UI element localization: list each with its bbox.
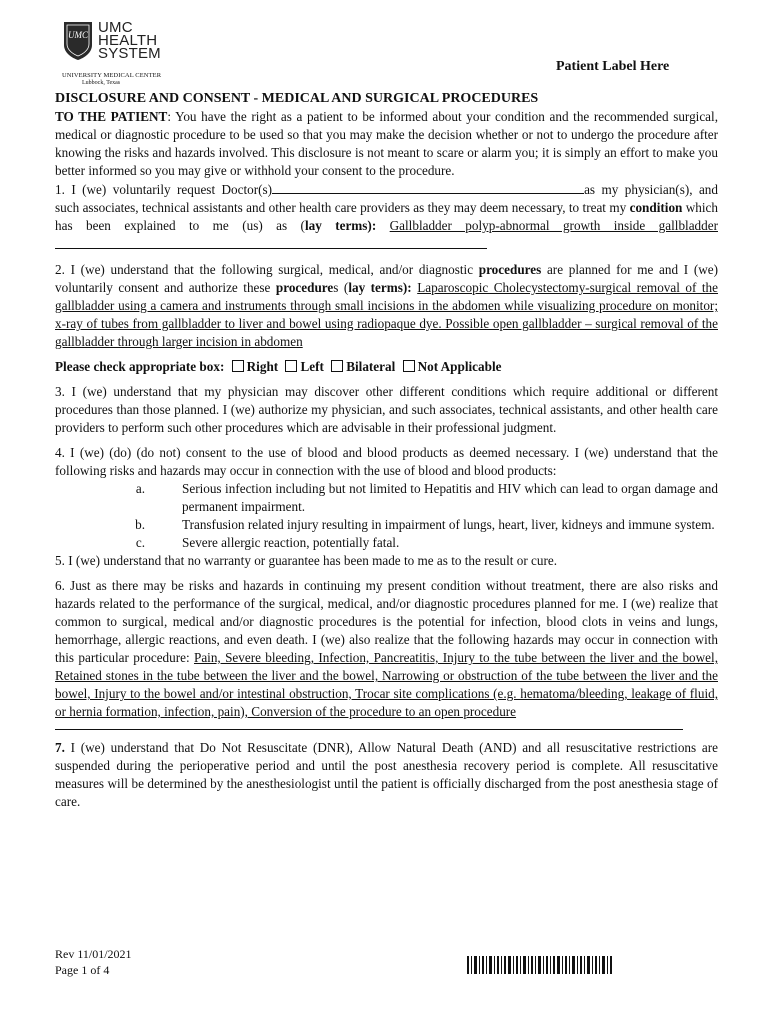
section-4: 4. I (we) (do) (do not) consent to the use of blood and blood products as deemed necessary. I (we) understand that the following risks and hazards may occur in connection with the use of blood and blood products: bbox=[55, 445, 718, 478]
page-number: Page 1 of 4 bbox=[55, 963, 110, 977]
logo-subtitle: UNIVERSITY MEDICAL CENTER bbox=[62, 72, 162, 79]
procedure-value[interactable]: Laparoscopic Cholecystectomy-surgical removal of the gallbladder using a camera and instruments through small incisions in the abdomen while visualizing procedure on monitor; x-ray of tubes from gallbladder to liver and bowel using radiopaque dye. Possible open gallbladder – surgical removal of the gallbladder through larger incision in abdomen bbox=[55, 280, 719, 349]
condition-value[interactable]: Gallbladder polyp-abnormal growth inside gallbladder bbox=[389, 218, 718, 233]
lay-terms-keyword: lay terms): bbox=[304, 218, 377, 233]
doctor-name-field[interactable] bbox=[272, 180, 584, 194]
list-item bbox=[55, 534, 718, 552]
page-footer bbox=[55, 946, 132, 978]
list-item bbox=[55, 480, 718, 516]
checkbox-right[interactable] bbox=[232, 360, 244, 372]
svg-text:UMC: UMC bbox=[68, 30, 88, 40]
list-item-label: c. bbox=[135, 535, 145, 550]
umc-shield-icon bbox=[60, 19, 96, 61]
section-1 bbox=[55, 180, 718, 254]
document-title: DISCLOSURE AND CONSENT - MEDICAL AND SURGICAL PROCEDURES bbox=[55, 91, 539, 106]
list-item-text: Severe allergic reaction, potentially fatal. bbox=[182, 535, 400, 550]
section-3: 3. I (we) understand that my physician may discover other different conditions which require additional or different procedures than those planned. I (we) authorize my physician, and such associates, technical assistants, and other health care providers to perform such other procedures which are advisable in their professional judgment. bbox=[55, 384, 718, 435]
section-1-lead: 1. I (we) voluntarily request Doctor(s) bbox=[55, 182, 273, 197]
section-1-text-2: which has been explained to me (us) as ( bbox=[55, 200, 718, 233]
hazards-value[interactable]: Pain, Severe bleeding, Infection, Pancreatitis, Injury to the tube between the liver and the bowel, Retained stones in the tube between the liver and the bowel, Narrowing or obstruction of the tube between the liver and the bowel, Injury to the bowel and/or intestinal obstruction, Trocar site complications (e.g. hematoma/bleeding, leakage of fluid, or hernia formation, infection, pain), Conversion of the procedure to an open procedure bbox=[55, 650, 718, 719]
section-2-lead: 2. I (we) understand that the following surgical, medical, and/or diagnostic bbox=[55, 262, 479, 277]
revision-date: Rev 11/01/2021 bbox=[55, 947, 132, 961]
section-7 bbox=[55, 739, 718, 811]
logo-name: UMC HEALTH SYSTEM bbox=[98, 19, 161, 62]
section-2 bbox=[55, 261, 718, 351]
patient-label-area: Patient Label Here bbox=[556, 59, 670, 74]
lay-terms-keyword-2: lay terms): bbox=[348, 280, 412, 295]
umc-logo bbox=[60, 19, 180, 89]
section-2-text: are planned for me and I (we) voluntarily consent and authorize these bbox=[55, 262, 718, 295]
intro-text: : You have the right as a patient to be informed about your condition and the recommended surgical, medical or diagnostic procedure to be used so that you may make the decision whether or not to undergo the procedure after knowing the risks and hazards involved. This disclosure is not meant to scare or alarm you; it is simply an effort to make you better informed so you may give or withhold your consent to the procedure. bbox=[55, 109, 718, 178]
intro-lead: TO THE PATIENT bbox=[55, 109, 168, 124]
list-item bbox=[55, 516, 718, 534]
list-item-text: Transfusion related injury resulting in impairment of lungs, heart, liver, kidneys and immune system. bbox=[182, 517, 715, 532]
list-item-label: b. bbox=[135, 517, 145, 532]
list-item-text: Serious infection including but not limited to Hepatitis and HIV which can lead to organ damage and permanent impairment. bbox=[182, 481, 718, 514]
procedures-keyword: procedures bbox=[478, 262, 542, 277]
procedures-keyword-2: procedure bbox=[275, 280, 334, 295]
section-5: 5. I (we) understand that no warranty or guarantee has been made to me as to the result or cure. bbox=[55, 553, 558, 568]
section-7-number: 7. bbox=[55, 740, 65, 755]
checkbox-left[interactable] bbox=[285, 360, 297, 372]
checkbox-left-label: Left bbox=[300, 359, 324, 374]
laterality-checkboxes bbox=[55, 358, 718, 376]
checkbox-bilateral-label: Bilateral bbox=[346, 359, 396, 374]
blood-risk-list bbox=[55, 480, 718, 552]
checkbox-bilateral[interactable] bbox=[331, 360, 343, 372]
checkbox-not-applicable[interactable] bbox=[403, 360, 415, 372]
consent-body bbox=[55, 90, 718, 811]
list-item-label: a. bbox=[135, 481, 145, 496]
condition-extra-line bbox=[55, 235, 487, 249]
section-7-text: I (we) understand that Do Not Resuscitate (DNR), Allow Natural Death (AND) and all resuscitative restrictions are suspended during the perioperative period and until the post anesthesia recovery period is complete. All resuscitative measures will be determined by the anesthesiologist until the patient is officially discharged from the post anesthesia stage of care. bbox=[55, 740, 718, 809]
checkbox-right-label: Right bbox=[246, 359, 279, 374]
barcode bbox=[467, 956, 613, 974]
section-1-text: as my physician(s), and such associates, technical assistants and other health care providers as they may deem necessary, to treat my bbox=[55, 182, 718, 215]
section-6-text: 6. Just as there may be risks and hazards in continuing my present condition without treatment, there are also risks and hazards related to the performance of the surgical, medical, and/or diagnostic procedures planned for me. I (we) realize that common to surgical, medical and/or diagnostic procedures is the potential for infection, blood clots in veins and lungs, hemorrhage, allergic reactions, and even death. I (we) also realize that the following hazards may occur in connection with this particular procedure: bbox=[55, 578, 718, 665]
check-label: Please check appropriate box: bbox=[55, 359, 225, 374]
intro-paragraph bbox=[55, 108, 718, 180]
section-6 bbox=[55, 577, 718, 721]
checkbox-not-applicable-label: Not Applicable bbox=[417, 359, 502, 374]
logo-location: Lubbock, Texas bbox=[82, 80, 121, 86]
section-2-text-2: s ( bbox=[333, 280, 349, 295]
condition-keyword: condition bbox=[629, 200, 683, 215]
